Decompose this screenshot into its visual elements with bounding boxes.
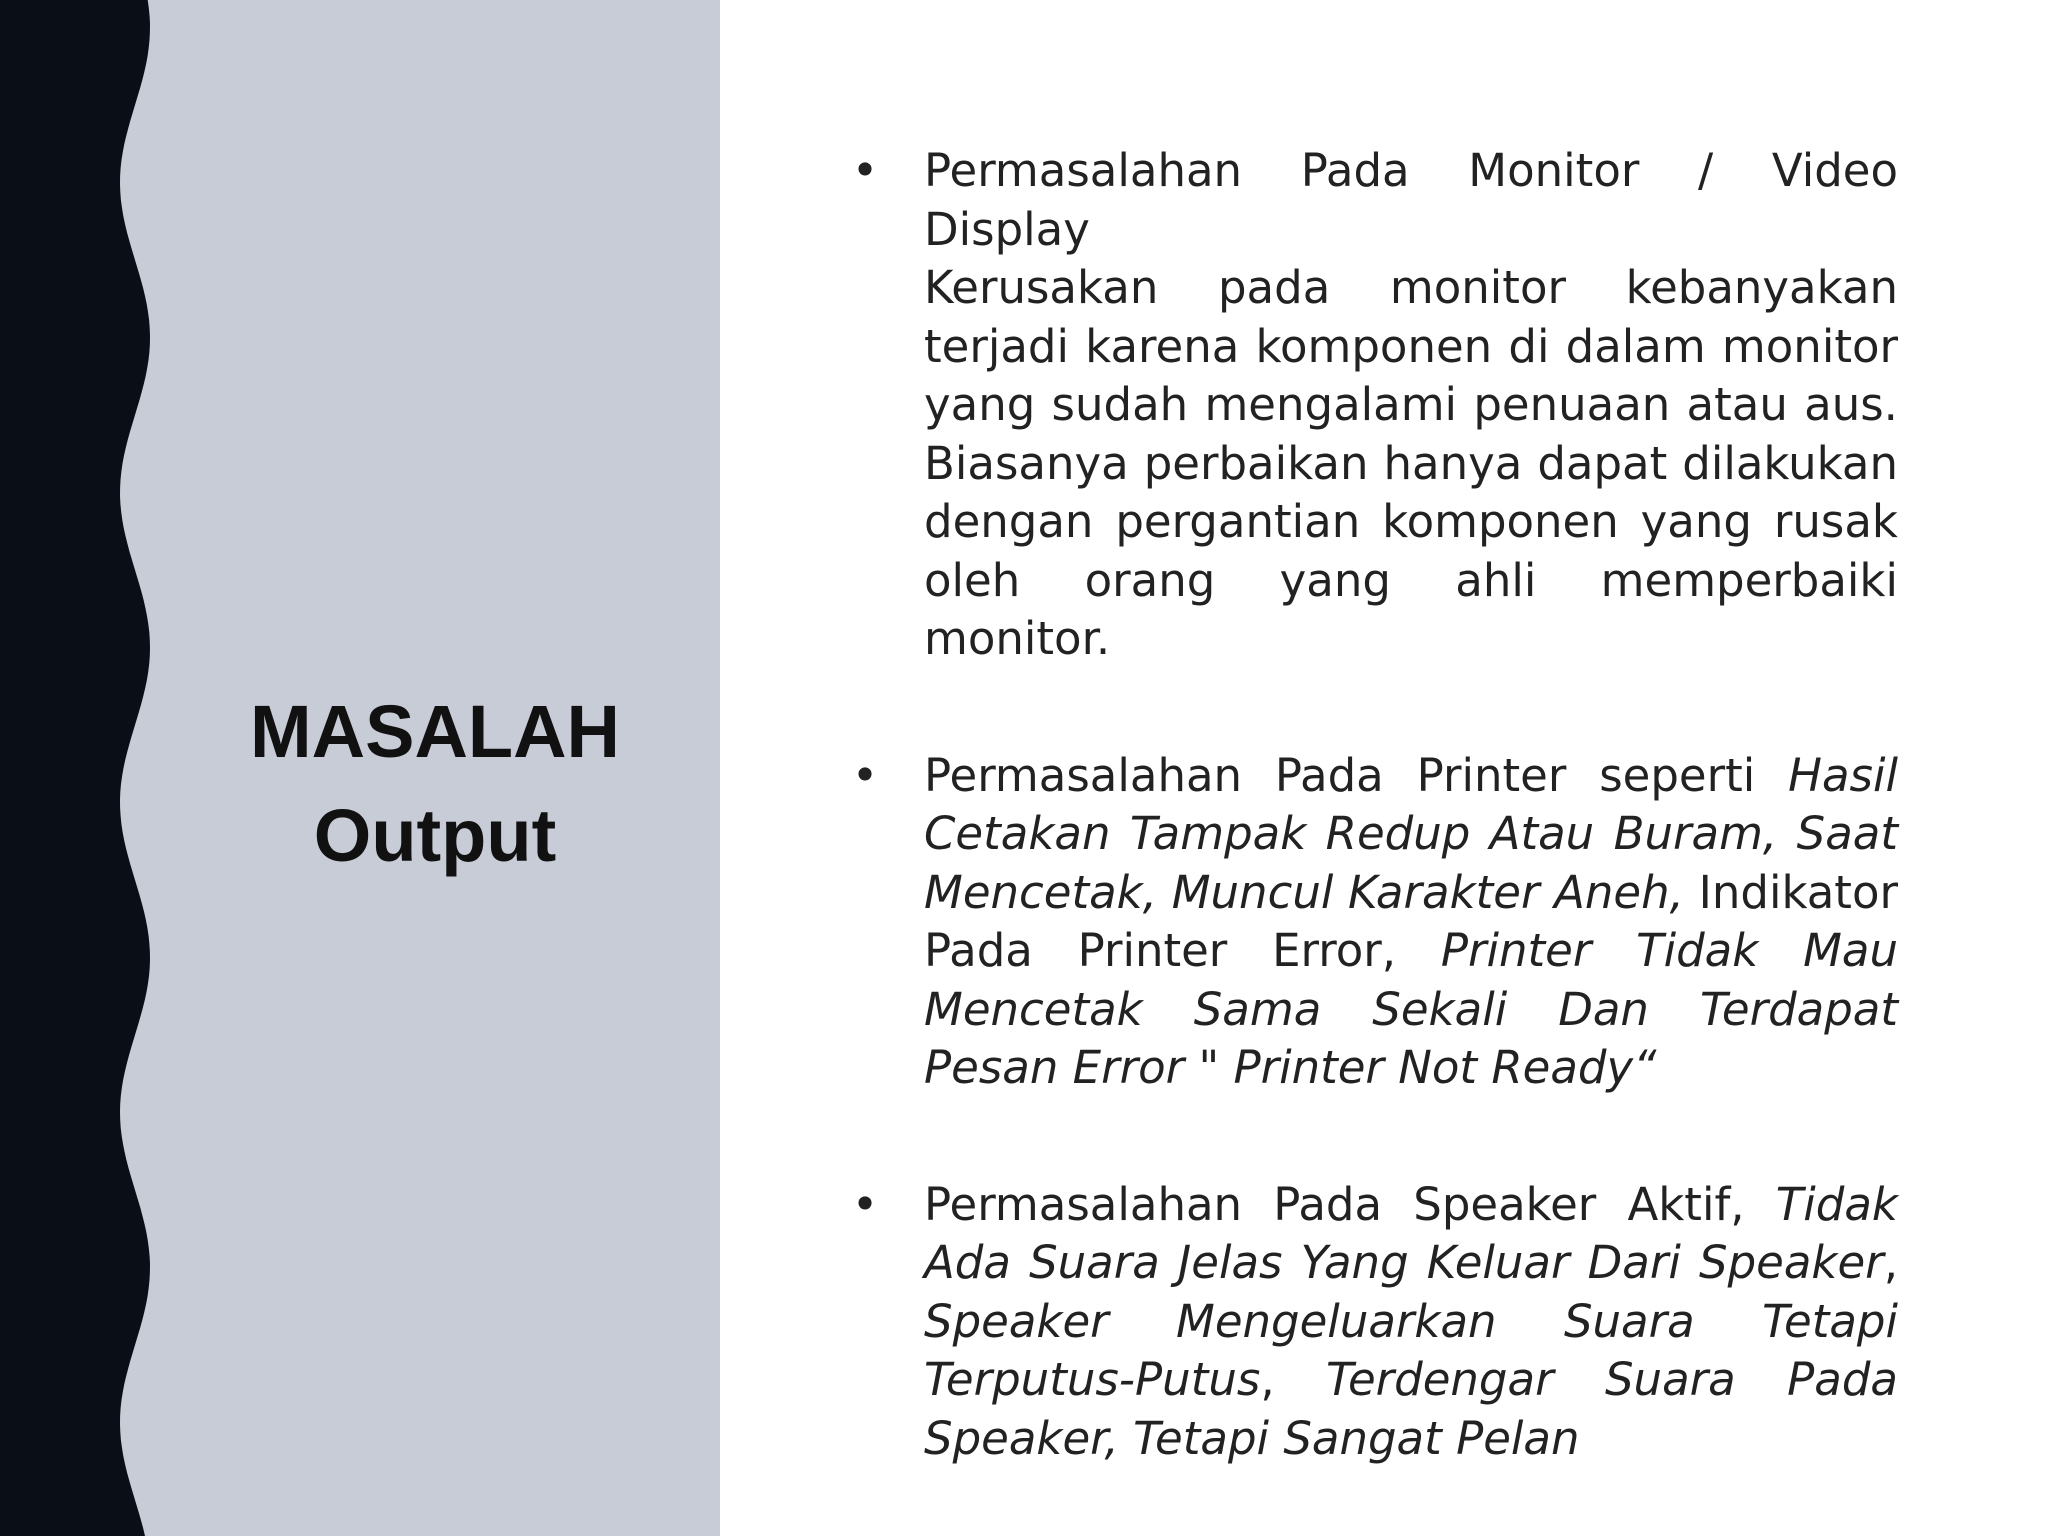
bullet-item-speaker	[850, 1176, 1898, 1469]
title-line-2: Output	[313, 794, 557, 877]
bullet-text-italic: Terdengar Suara Pada Speaker, Tetapi Sangat Pelan	[924, 1353, 1898, 1465]
bullet-icon: •	[851, 144, 879, 197]
bullet-body: Kerusakan pada monitor kebanyakan terjadi karena komponen di dalam monitor yang sudah mengalami penuaan atau aus. Biasanya perbaikan hanya dapat dilakukan dengan pergantian komponen yang rusak oleh orang yang ahli memperbaiki monitor.	[924, 261, 1898, 665]
bullet-text-italic: Speaker Mengeluarkan Suara Tetapi Terputus-Putus	[924, 1294, 1898, 1406]
bullet-text-italic: Tidak Ada Suara Jelas Yang Keluar Dari Speaker	[924, 1177, 1898, 1289]
bullet-item-printer	[850, 747, 1898, 1098]
bullet-text-italic: Hasil Cetakan Tampak Redup Atau Buram, Saat Mencetak, Muncul Karakter Aneh,	[924, 748, 1898, 919]
title-line-1: MASALAH	[250, 690, 620, 773]
bullet-text-italic: Printer Tidak Mau Mencetak Sama Sekali Dan Terdapat Pesan Error " Printer Not Ready“	[924, 924, 1898, 1094]
slide-title	[185, 680, 685, 888]
bullet-text: ,	[1883, 1236, 1898, 1289]
bullet-text: Permasalahan Pada Speaker Aktif,	[924, 1177, 1776, 1231]
bullet-icon: •	[851, 1177, 879, 1231]
wavy-dark-edge	[0, 0, 160, 1536]
bullet-text: Permasalahan Pada Printer seperti	[924, 748, 1789, 802]
bullet-heading: Permasalahan Pada Monitor / Video Display	[924, 144, 1898, 256]
bullet-text: Indikator Pada Printer Error,	[924, 865, 1898, 977]
bullet-icon: •	[851, 748, 879, 802]
bullet-item-monitor	[850, 142, 1898, 669]
bullet-list	[850, 142, 1898, 1468]
bullet-text: ,	[1260, 1353, 1327, 1406]
